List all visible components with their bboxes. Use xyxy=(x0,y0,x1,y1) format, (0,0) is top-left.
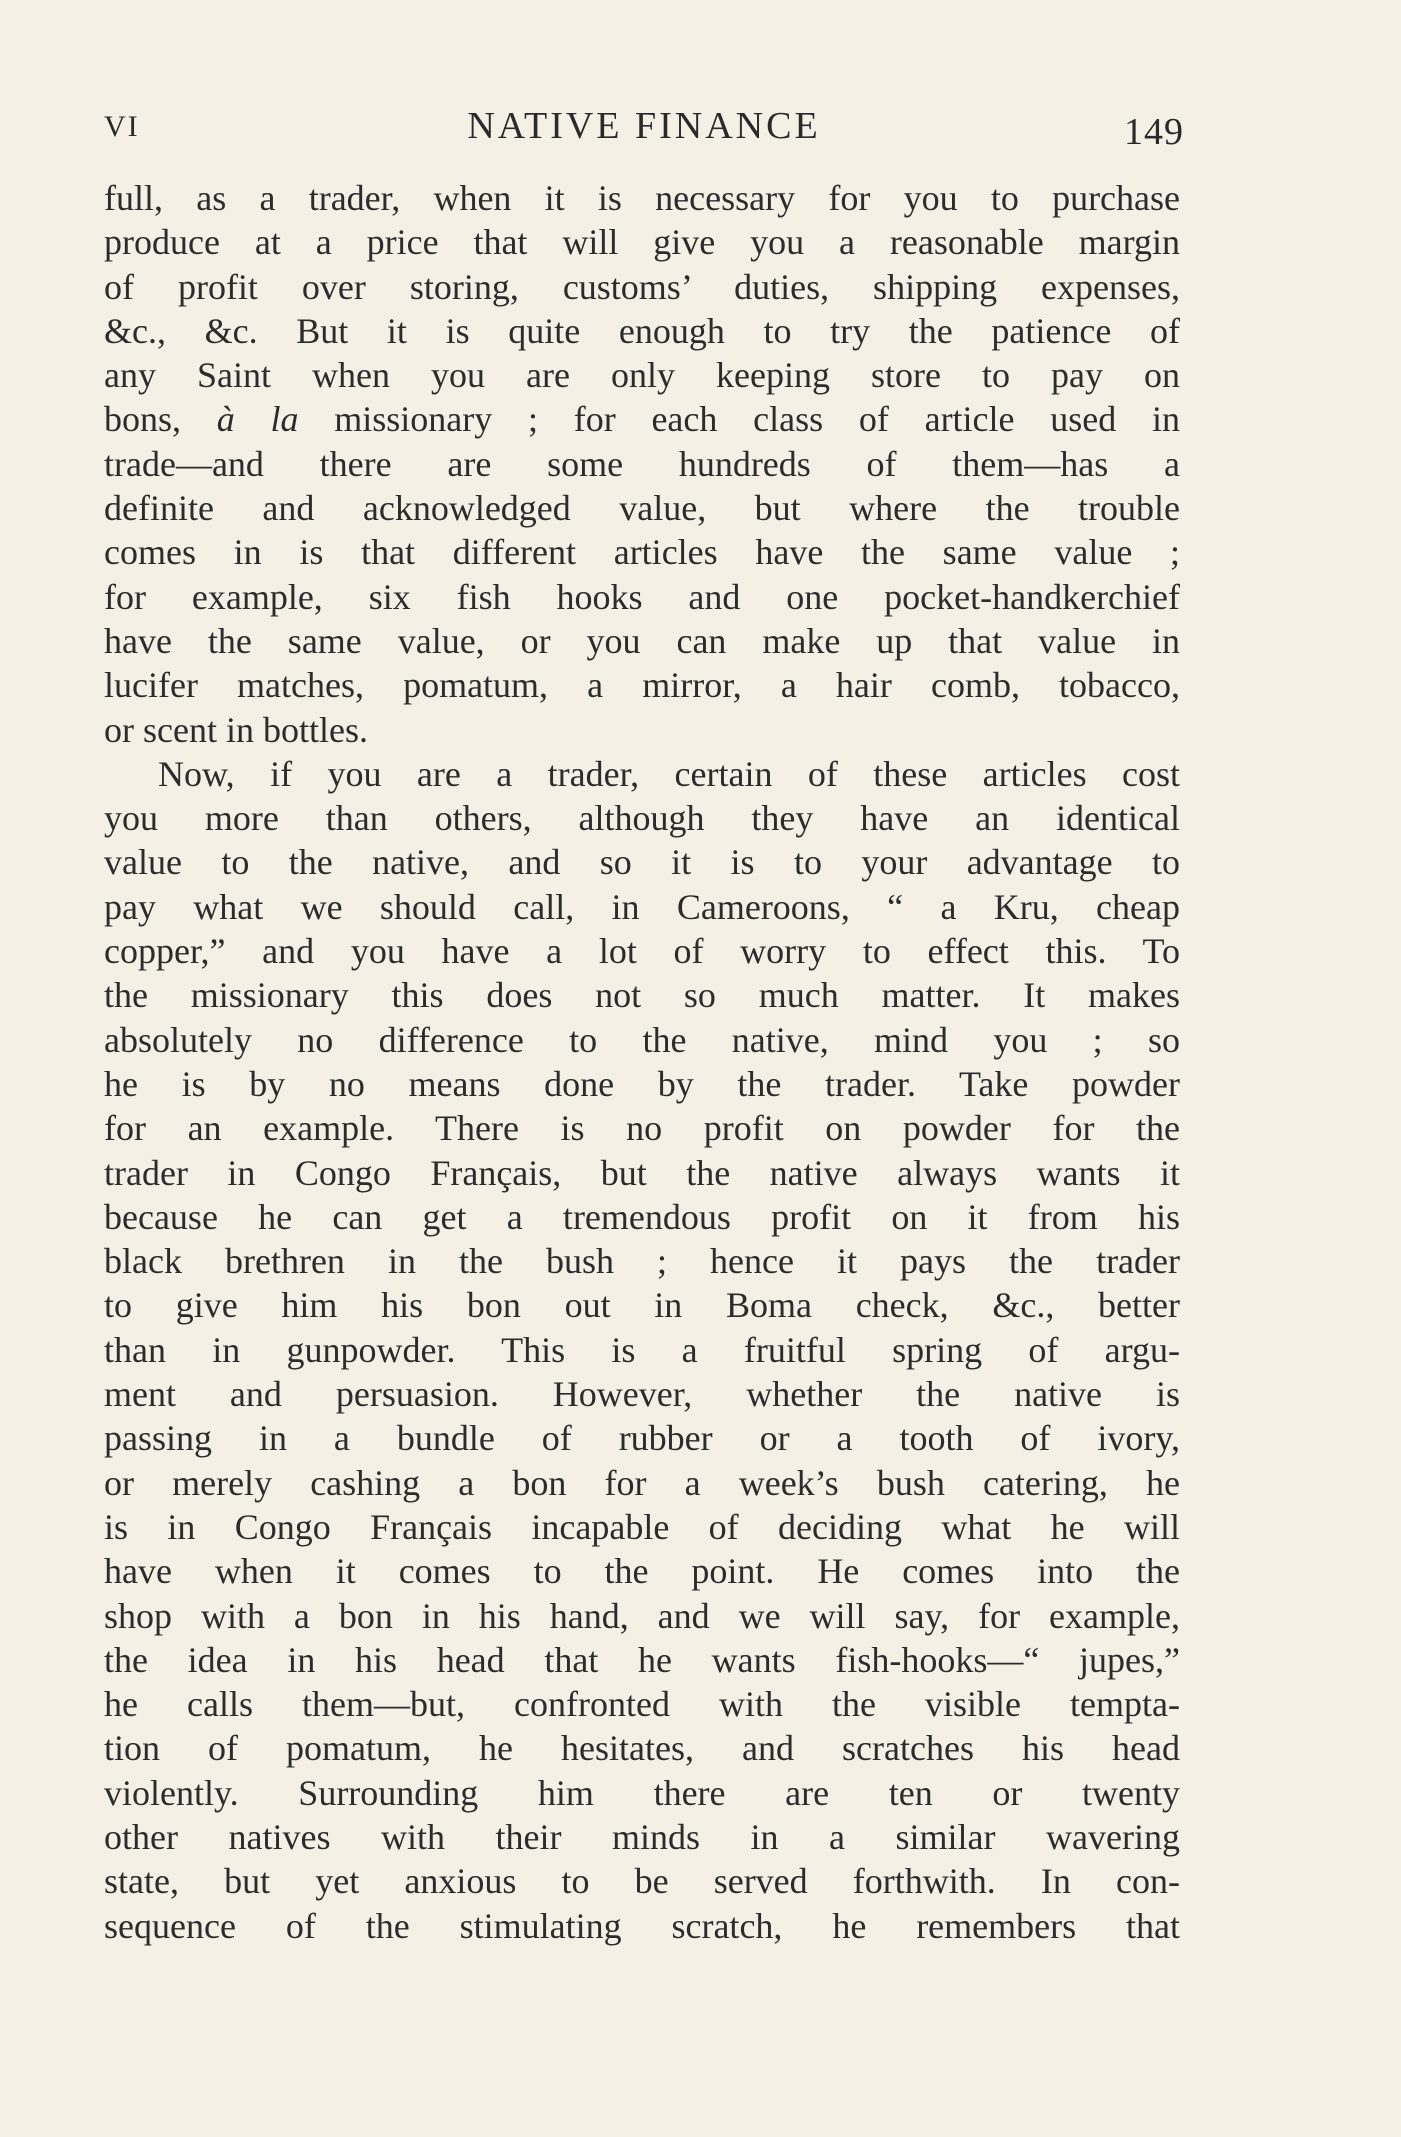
text-line: for an example. There is no profit on powder for the xyxy=(104,1108,1180,1149)
text-line: the idea in his head that he wants fish-hooks—“ jupes,” xyxy=(104,1639,1180,1680)
text-line: tion of pomatum, he hesitates, and scratches his head xyxy=(104,1728,1180,1769)
text-line: comes in is that different articles have the same value ; xyxy=(104,532,1180,573)
italic-phrase: à la xyxy=(216,399,299,440)
text-line: passing in a bundle of rubber or a tooth of ivory, xyxy=(104,1418,1180,1459)
text-line: any Saint when you are only keeping store to pay on xyxy=(104,355,1180,396)
text-line: shop with a bon in his hand, and we will say, for example, xyxy=(104,1595,1180,1636)
text-line: of profit over storing, customs’ duties, shipping expenses, xyxy=(104,266,1180,307)
text-line: value to the native, and so it is to your advantage to xyxy=(104,842,1180,883)
text-line: to give him his bon out in Boma check, &c., better xyxy=(104,1285,1180,1326)
text-line: state, but yet anxious to be served forthwith. In con- xyxy=(104,1861,1180,1902)
text-line: because he can get a tremendous profit on it from his xyxy=(104,1196,1180,1237)
text-line: than in gunpowder. This is a fruitful spring of argu- xyxy=(104,1329,1180,1370)
text-line xyxy=(104,397,1180,441)
text-line: &c., &c. But it is quite enough to try the patience of xyxy=(104,310,1180,351)
text-line: sequence of the stimulating scratch, he remembers that xyxy=(104,1905,1180,1946)
text-line: ment and persuasion. However, whether the native is xyxy=(104,1374,1180,1415)
text-line: or merely cashing a bon for a week’s bush catering, he xyxy=(104,1462,1180,1503)
text-line: copper,” and you have a lot of worry to effect this. To xyxy=(104,931,1180,972)
text-line: trader in Congo Français, but the native always wants it xyxy=(104,1152,1180,1193)
text-line: have the same value, or you can make up that value in xyxy=(104,620,1180,661)
text-line: lucifer matches, pomatum, a mirror, a hair comb, tobacco, xyxy=(104,665,1180,706)
text-line: trade—and there are some hundreds of them—has a xyxy=(104,443,1180,484)
text-line: for example, six fish hooks and one pocket-handkerchief xyxy=(104,576,1180,617)
text-line: the missionary this does not so much matter. It makes xyxy=(104,975,1180,1016)
text-line: you more than others, although they have an identical xyxy=(104,798,1180,839)
page-number: 149 xyxy=(1124,111,1184,153)
text-line: Now, if you are a trader, certain of these articles cost xyxy=(158,753,1180,794)
text-run: bons, xyxy=(104,399,217,440)
text-line: definite and acknowledged value, but where the trouble xyxy=(104,488,1180,529)
text-line: violently. Surrounding him there are ten or twenty xyxy=(104,1772,1180,1813)
text-line: produce at a price that will give you a reasonable margin xyxy=(104,222,1180,263)
running-title: NATIVE FINANCE xyxy=(467,105,821,147)
running-head xyxy=(104,104,1184,154)
text-line: he is by no means done by the trader. Take powder xyxy=(104,1063,1180,1104)
text-line: absolutely no difference to the native, mind you ; so xyxy=(104,1019,1180,1060)
body-text xyxy=(104,176,1180,1948)
text-line: black brethren in the bush ; hence it pays the trader xyxy=(104,1241,1180,1282)
text-line: or scent in bottles. xyxy=(104,709,368,750)
text-line: pay what we should call, in Cameroons, “ a Kru, cheap xyxy=(104,886,1180,927)
text-line: have when it comes to the point. He comes into the xyxy=(104,1551,1180,1592)
chapter-number: VI xyxy=(104,110,140,143)
text-line: he calls them—but, confronted with the visible tempta- xyxy=(104,1684,1180,1725)
text-run: missionary ; for each class of article used in xyxy=(298,399,1180,440)
text-line: full, as a trader, when it is necessary for you to purchase xyxy=(104,178,1180,218)
text-line: other natives with their minds in a similar wavering xyxy=(104,1816,1180,1857)
text-line: is in Congo Français incapable of deciding what he will xyxy=(104,1506,1180,1547)
